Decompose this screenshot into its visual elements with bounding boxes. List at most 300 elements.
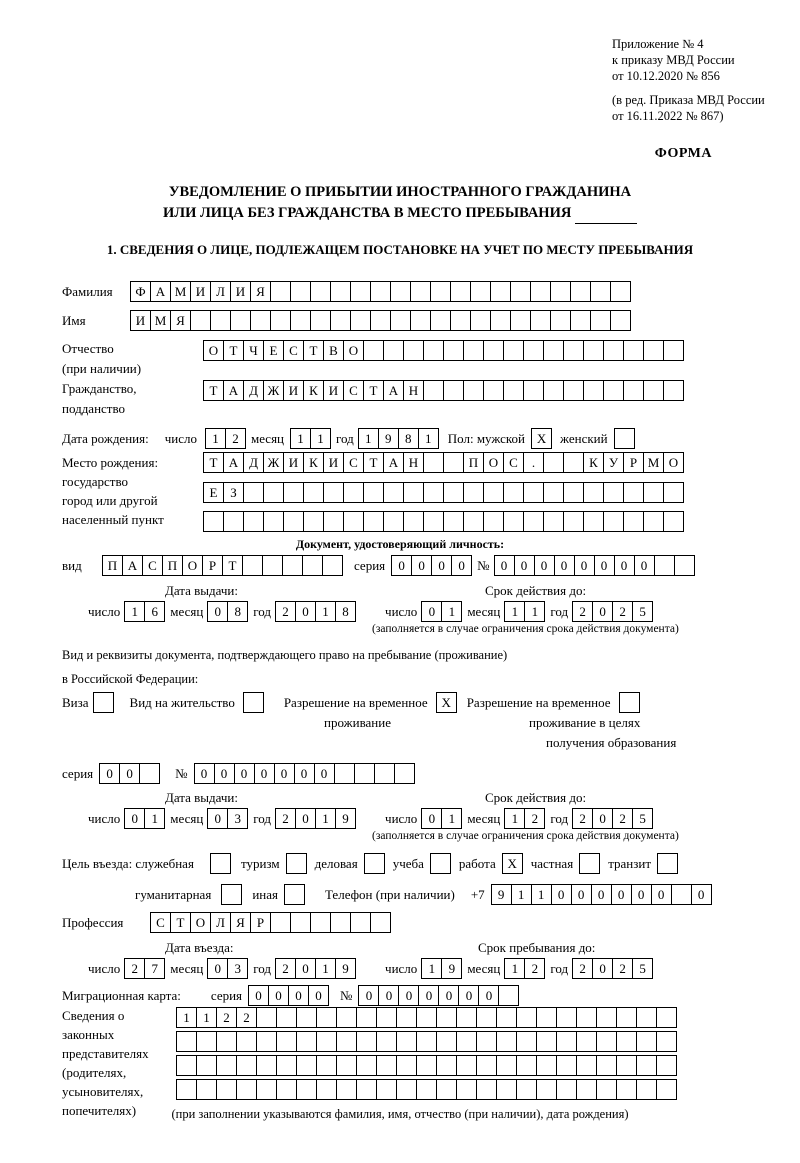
char-cell[interactable] [256, 1055, 277, 1076]
char-cell[interactable] [610, 281, 631, 302]
char-cell[interactable] [303, 511, 324, 532]
char-cell[interactable]: 1 [524, 601, 545, 622]
char-cell[interactable]: 0 [295, 601, 316, 622]
char-cell[interactable] [656, 1079, 677, 1100]
char-cell[interactable] [356, 1031, 377, 1052]
doc-issue-year-input[interactable] [275, 601, 355, 622]
char-cell[interactable] [370, 912, 391, 933]
char-cell[interactable] [430, 281, 451, 302]
char-cell[interactable]: 1 [504, 958, 525, 979]
char-cell[interactable]: 0 [288, 985, 309, 1006]
char-cell[interactable] [516, 1079, 537, 1100]
char-cell[interactable] [334, 763, 355, 784]
char-cell[interactable] [656, 1031, 677, 1052]
residence-permit-checkbox[interactable] [243, 692, 264, 713]
char-cell[interactable]: 0 [514, 555, 535, 576]
char-cell[interactable]: Т [170, 912, 191, 933]
char-cell[interactable] [496, 1007, 517, 1028]
char-cell[interactable]: 8 [335, 601, 356, 622]
char-cell[interactable]: Т [223, 340, 244, 361]
char-cell[interactable] [443, 452, 464, 473]
char-cell[interactable] [242, 555, 263, 576]
purpose-transit-checkbox[interactable] [657, 853, 678, 874]
char-cell[interactable]: П [463, 452, 484, 473]
char-cell[interactable]: 1 [315, 958, 336, 979]
char-cell[interactable]: К [303, 380, 324, 401]
char-cell[interactable]: Ч [243, 340, 264, 361]
char-cell[interactable]: 0 [194, 763, 215, 784]
char-cell[interactable]: 0 [431, 555, 452, 576]
char-cell[interactable]: П [162, 555, 183, 576]
char-cell[interactable] [503, 340, 524, 361]
char-cell[interactable]: Я [250, 281, 271, 302]
char-cell[interactable]: Я [230, 912, 251, 933]
purpose-humanitarian-checkbox[interactable] [221, 884, 242, 905]
char-cell[interactable] [563, 340, 584, 361]
char-cell[interactable]: А [383, 380, 404, 401]
char-cell[interactable] [654, 555, 675, 576]
char-cell[interactable] [496, 1031, 517, 1052]
char-cell[interactable]: С [150, 912, 171, 933]
char-cell[interactable] [430, 310, 451, 331]
phone-input[interactable] [491, 884, 711, 905]
char-cell[interactable] [354, 763, 375, 784]
char-cell[interactable]: Т [203, 380, 224, 401]
char-cell[interactable] [356, 1055, 377, 1076]
stay-valid-day-input[interactable] [421, 808, 461, 829]
char-cell[interactable]: . [523, 452, 544, 473]
purpose-other-checkbox[interactable] [284, 884, 305, 905]
char-cell[interactable] [210, 310, 231, 331]
char-cell[interactable]: 0 [295, 808, 316, 829]
char-cell[interactable] [290, 912, 311, 933]
char-cell[interactable] [436, 1007, 457, 1028]
char-cell[interactable] [483, 511, 504, 532]
char-cell[interactable]: Р [202, 555, 223, 576]
char-cell[interactable] [310, 310, 331, 331]
stay-number-input[interactable] [194, 763, 414, 784]
char-cell[interactable] [623, 380, 644, 401]
char-cell[interactable] [270, 310, 291, 331]
char-cell[interactable]: Н [403, 452, 424, 473]
char-cell[interactable] [643, 340, 664, 361]
char-cell[interactable]: 0 [214, 763, 235, 784]
char-cell[interactable] [516, 1031, 537, 1052]
char-cell[interactable] [323, 511, 344, 532]
visa-checkbox[interactable] [93, 692, 114, 713]
char-cell[interactable]: А [223, 380, 244, 401]
char-cell[interactable]: Ж [263, 452, 284, 473]
char-cell[interactable]: 2 [124, 958, 145, 979]
char-cell[interactable]: 1 [504, 601, 525, 622]
char-cell[interactable] [423, 482, 444, 503]
char-cell[interactable] [410, 281, 431, 302]
char-cell[interactable]: 0 [571, 884, 592, 905]
char-cell[interactable] [550, 281, 571, 302]
char-cell[interactable] [190, 310, 211, 331]
char-cell[interactable]: К [583, 452, 604, 473]
char-cell[interactable]: М [170, 281, 191, 302]
char-cell[interactable]: 8 [398, 428, 419, 449]
char-cell[interactable] [456, 1007, 477, 1028]
char-cell[interactable] [376, 1055, 397, 1076]
char-cell[interactable] [416, 1031, 437, 1052]
char-cell[interactable] [590, 281, 611, 302]
char-cell[interactable] [236, 1055, 257, 1076]
char-cell[interactable]: 0 [268, 985, 289, 1006]
char-cell[interactable] [616, 1079, 637, 1100]
char-cell[interactable] [510, 310, 531, 331]
char-cell[interactable]: 0 [234, 763, 255, 784]
char-cell[interactable]: Т [363, 380, 384, 401]
legal-rep-input-1[interactable] [176, 1007, 676, 1028]
char-cell[interactable] [396, 1079, 417, 1100]
char-cell[interactable]: Я [170, 310, 191, 331]
char-cell[interactable]: О [182, 555, 203, 576]
char-cell[interactable] [643, 511, 664, 532]
char-cell[interactable] [563, 380, 584, 401]
char-cell[interactable] [296, 1007, 317, 1028]
char-cell[interactable] [270, 912, 291, 933]
char-cell[interactable] [230, 310, 251, 331]
stay-series-input[interactable] [99, 763, 159, 784]
char-cell[interactable]: В [323, 340, 344, 361]
birth-month-input[interactable] [290, 428, 330, 449]
char-cell[interactable]: К [303, 452, 324, 473]
char-cell[interactable] [596, 1007, 617, 1028]
char-cell[interactable]: 0 [574, 555, 595, 576]
char-cell[interactable] [283, 511, 304, 532]
char-cell[interactable] [523, 380, 544, 401]
char-cell[interactable] [543, 380, 564, 401]
char-cell[interactable] [674, 555, 695, 576]
char-cell[interactable] [176, 1031, 197, 1052]
char-cell[interactable]: С [283, 340, 304, 361]
char-cell[interactable] [416, 1079, 437, 1100]
char-cell[interactable]: 0 [614, 555, 635, 576]
char-cell[interactable] [416, 1055, 437, 1076]
char-cell[interactable]: 1 [196, 1007, 217, 1028]
legal-rep-input-4[interactable] [176, 1079, 676, 1100]
char-cell[interactable]: Ж [263, 380, 284, 401]
char-cell[interactable]: И [283, 380, 304, 401]
char-cell[interactable]: Д [243, 380, 264, 401]
char-cell[interactable] [376, 1007, 397, 1028]
char-cell[interactable] [390, 310, 411, 331]
char-cell[interactable] [323, 482, 344, 503]
char-cell[interactable]: 1 [358, 428, 379, 449]
char-cell[interactable] [563, 482, 584, 503]
char-cell[interactable] [570, 310, 591, 331]
char-cell[interactable] [416, 1007, 437, 1028]
char-cell[interactable]: И [190, 281, 211, 302]
migration-number-input[interactable] [358, 985, 518, 1006]
char-cell[interactable] [530, 310, 551, 331]
char-cell[interactable]: 5 [632, 808, 653, 829]
char-cell[interactable] [423, 511, 444, 532]
char-cell[interactable] [336, 1007, 357, 1028]
char-cell[interactable]: 1 [290, 428, 311, 449]
char-cell[interactable]: 0 [274, 763, 295, 784]
char-cell[interactable]: И [283, 452, 304, 473]
char-cell[interactable] [443, 340, 464, 361]
char-cell[interactable]: 1 [315, 601, 336, 622]
char-cell[interactable] [476, 1079, 497, 1100]
char-cell[interactable]: Л [210, 281, 231, 302]
char-cell[interactable] [296, 1031, 317, 1052]
citizenship-input[interactable] [203, 380, 683, 401]
stay-valid-month-input[interactable] [504, 808, 544, 829]
char-cell[interactable] [463, 340, 484, 361]
char-cell[interactable] [276, 1079, 297, 1100]
char-cell[interactable]: Н [403, 380, 424, 401]
char-cell[interactable] [423, 340, 444, 361]
char-cell[interactable] [498, 985, 519, 1006]
char-cell[interactable]: Л [210, 912, 231, 933]
char-cell[interactable] [139, 763, 160, 784]
char-cell[interactable]: 0 [398, 985, 419, 1006]
char-cell[interactable]: 8 [227, 601, 248, 622]
char-cell[interactable]: Р [623, 452, 644, 473]
char-cell[interactable]: 2 [612, 601, 633, 622]
char-cell[interactable] [496, 1055, 517, 1076]
char-cell[interactable]: С [142, 555, 163, 576]
legal-rep-input-3[interactable] [176, 1055, 676, 1076]
char-cell[interactable]: 3 [227, 958, 248, 979]
doc-issue-day-input[interactable] [124, 601, 164, 622]
char-cell[interactable]: 0 [207, 808, 228, 829]
char-cell[interactable]: 5 [632, 958, 653, 979]
char-cell[interactable] [543, 511, 564, 532]
birthplace-input-1[interactable] [203, 452, 683, 473]
char-cell[interactable] [436, 1055, 457, 1076]
char-cell[interactable]: 0 [294, 763, 315, 784]
char-cell[interactable] [376, 1079, 397, 1100]
doc-valid-year-input[interactable] [572, 601, 652, 622]
doc-valid-month-input[interactable] [504, 601, 544, 622]
char-cell[interactable] [576, 1007, 597, 1028]
char-cell[interactable] [176, 1079, 197, 1100]
char-cell[interactable]: 0 [592, 958, 613, 979]
name-input[interactable] [130, 310, 630, 331]
char-cell[interactable]: 2 [275, 808, 296, 829]
char-cell[interactable]: 0 [592, 808, 613, 829]
char-cell[interactable]: 0 [421, 808, 442, 829]
char-cell[interactable] [623, 482, 644, 503]
char-cell[interactable]: С [503, 452, 524, 473]
char-cell[interactable] [330, 310, 351, 331]
char-cell[interactable]: 0 [631, 884, 652, 905]
char-cell[interactable]: О [663, 452, 684, 473]
char-cell[interactable]: З [223, 482, 244, 503]
char-cell[interactable] [343, 511, 364, 532]
char-cell[interactable] [296, 1055, 317, 1076]
entry-month-input[interactable] [207, 958, 247, 979]
doc-type-input[interactable] [102, 555, 342, 576]
char-cell[interactable] [643, 482, 664, 503]
char-cell[interactable] [256, 1007, 277, 1028]
char-cell[interactable]: 2 [612, 958, 633, 979]
char-cell[interactable] [656, 1055, 677, 1076]
char-cell[interactable] [303, 482, 324, 503]
char-cell[interactable] [663, 482, 684, 503]
purpose-private-checkbox[interactable] [579, 853, 600, 874]
char-cell[interactable] [396, 1031, 417, 1052]
purpose-service-checkbox[interactable] [210, 853, 231, 874]
entry-day-input[interactable] [124, 958, 164, 979]
stay-issue-year-input[interactable] [275, 808, 355, 829]
char-cell[interactable]: А [150, 281, 171, 302]
char-cell[interactable]: 0 [124, 808, 145, 829]
char-cell[interactable]: С [343, 380, 364, 401]
char-cell[interactable] [336, 1055, 357, 1076]
char-cell[interactable] [556, 1079, 577, 1100]
char-cell[interactable] [343, 482, 364, 503]
char-cell[interactable]: 0 [295, 958, 316, 979]
char-cell[interactable] [370, 281, 391, 302]
doc-issue-month-input[interactable] [207, 601, 247, 622]
char-cell[interactable]: 0 [592, 601, 613, 622]
char-cell[interactable] [616, 1055, 637, 1076]
char-cell[interactable] [270, 281, 291, 302]
char-cell[interactable]: А [122, 555, 143, 576]
char-cell[interactable] [563, 511, 584, 532]
profession-input[interactable] [150, 912, 390, 933]
char-cell[interactable] [423, 452, 444, 473]
char-cell[interactable] [523, 340, 544, 361]
char-cell[interactable] [196, 1079, 217, 1100]
sex-male-checkbox[interactable]: Х [531, 428, 552, 449]
char-cell[interactable]: И [130, 310, 151, 331]
char-cell[interactable]: Д [243, 452, 264, 473]
doc-valid-day-input[interactable] [421, 601, 461, 622]
char-cell[interactable] [302, 555, 323, 576]
char-cell[interactable] [363, 482, 384, 503]
char-cell[interactable] [356, 1007, 377, 1028]
char-cell[interactable]: 0 [207, 958, 228, 979]
char-cell[interactable] [603, 380, 624, 401]
char-cell[interactable]: 2 [216, 1007, 237, 1028]
char-cell[interactable]: 0 [99, 763, 120, 784]
purpose-work-checkbox[interactable]: Х [502, 853, 523, 874]
char-cell[interactable] [336, 1031, 357, 1052]
char-cell[interactable]: 9 [491, 884, 512, 905]
char-cell[interactable]: 2 [572, 958, 593, 979]
char-cell[interactable]: 0 [451, 555, 472, 576]
char-cell[interactable] [496, 1079, 517, 1100]
char-cell[interactable] [370, 310, 391, 331]
char-cell[interactable] [436, 1031, 457, 1052]
birthplace-input-2[interactable] [203, 482, 683, 503]
char-cell[interactable]: 0 [494, 555, 515, 576]
patronymic-input[interactable] [203, 340, 683, 361]
char-cell[interactable] [623, 340, 644, 361]
char-cell[interactable] [390, 281, 411, 302]
char-cell[interactable] [196, 1055, 217, 1076]
char-cell[interactable] [450, 281, 471, 302]
char-cell[interactable] [570, 281, 591, 302]
stay-issue-day-input[interactable] [124, 808, 164, 829]
char-cell[interactable] [536, 1079, 557, 1100]
char-cell[interactable] [203, 511, 224, 532]
char-cell[interactable] [176, 1055, 197, 1076]
char-cell[interactable]: А [223, 452, 244, 473]
char-cell[interactable]: 0 [594, 555, 615, 576]
char-cell[interactable] [550, 310, 571, 331]
char-cell[interactable]: М [643, 452, 664, 473]
char-cell[interactable]: И [323, 380, 344, 401]
char-cell[interactable]: Т [363, 452, 384, 473]
char-cell[interactable]: 1 [511, 884, 532, 905]
char-cell[interactable]: Р [250, 912, 271, 933]
migration-series-input[interactable] [248, 985, 328, 1006]
temp-residence-checkbox[interactable]: Х [436, 692, 457, 713]
char-cell[interactable]: О [343, 340, 364, 361]
char-cell[interactable] [403, 482, 424, 503]
char-cell[interactable] [636, 1079, 657, 1100]
char-cell[interactable] [282, 555, 303, 576]
char-cell[interactable]: 0 [411, 555, 432, 576]
char-cell[interactable]: 1 [421, 958, 442, 979]
char-cell[interactable]: М [150, 310, 171, 331]
char-cell[interactable] [671, 884, 692, 905]
char-cell[interactable] [576, 1079, 597, 1100]
char-cell[interactable] [263, 511, 284, 532]
char-cell[interactable]: 2 [275, 601, 296, 622]
char-cell[interactable] [616, 1007, 637, 1028]
char-cell[interactable] [463, 511, 484, 532]
char-cell[interactable]: 0 [358, 985, 379, 1006]
char-cell[interactable]: 0 [611, 884, 632, 905]
char-cell[interactable] [196, 1031, 217, 1052]
char-cell[interactable] [310, 912, 331, 933]
char-cell[interactable] [350, 912, 371, 933]
char-cell[interactable] [376, 1031, 397, 1052]
char-cell[interactable] [276, 1055, 297, 1076]
char-cell[interactable]: 1 [441, 601, 462, 622]
char-cell[interactable] [396, 1055, 417, 1076]
char-cell[interactable] [663, 380, 684, 401]
char-cell[interactable]: 1 [310, 428, 331, 449]
char-cell[interactable] [590, 310, 611, 331]
char-cell[interactable] [316, 1007, 337, 1028]
char-cell[interactable]: 0 [418, 985, 439, 1006]
stay-until-month-input[interactable] [504, 958, 544, 979]
char-cell[interactable] [316, 1031, 337, 1052]
char-cell[interactable] [383, 482, 404, 503]
char-cell[interactable]: 1 [504, 808, 525, 829]
char-cell[interactable] [556, 1055, 577, 1076]
char-cell[interactable] [543, 340, 564, 361]
char-cell[interactable]: О [203, 340, 224, 361]
char-cell[interactable] [410, 310, 431, 331]
char-cell[interactable] [610, 310, 631, 331]
stay-until-day-input[interactable] [421, 958, 461, 979]
char-cell[interactable]: 0 [651, 884, 672, 905]
char-cell[interactable]: 0 [691, 884, 712, 905]
char-cell[interactable] [556, 1007, 577, 1028]
char-cell[interactable] [470, 310, 491, 331]
char-cell[interactable] [336, 1079, 357, 1100]
entry-year-input[interactable] [275, 958, 355, 979]
char-cell[interactable] [236, 1031, 257, 1052]
char-cell[interactable]: 0 [421, 601, 442, 622]
char-cell[interactable] [656, 1007, 677, 1028]
char-cell[interactable]: 2 [275, 958, 296, 979]
char-cell[interactable] [503, 511, 524, 532]
char-cell[interactable] [490, 310, 511, 331]
char-cell[interactable]: 0 [591, 884, 612, 905]
